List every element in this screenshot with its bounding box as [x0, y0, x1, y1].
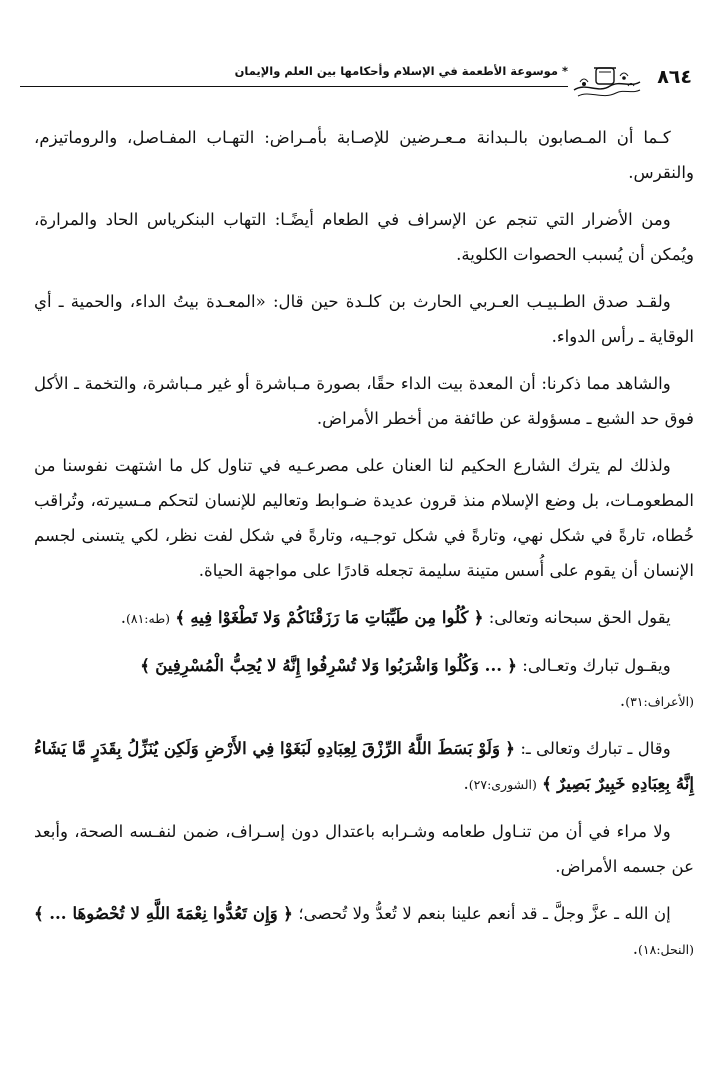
quran-quote [34, 648, 694, 719]
quran-quote [34, 731, 694, 802]
paragraph: كـما أن المـصابون بالـبدانة مـعـرضين للإصـابة بأمـراض: التهـاب المفـاصل، والروماتيزم، والنقرس. [34, 128, 694, 182]
paragraph: ولا مراء في أن من تنـاول طعامه وشـرابه باعتدال دون إسـراف، ضمن لنفـسه الصحة، وأبعد عن جسمه الأمراض. [34, 822, 694, 876]
page-number: ٨٦٤ [657, 66, 692, 88]
ornate-bracket-open: ﴿ [507, 655, 518, 675]
quote-intro: إن الله ـ عزَّ وجلَّ ـ قد أنعم علينا بنعم لا تُعدُّ ولا تُحصى؛ [298, 904, 671, 923]
end-mark: . [463, 774, 469, 793]
ornate-bracket-open: ﴿ [505, 738, 516, 758]
running-title: * موسوعة الأطعمة في الإسلام وأحكامها بين العلم والإيمان [234, 64, 568, 78]
end-mark: . [120, 608, 126, 627]
paragraph: ولذلك لم يترك الشارع الحكيم لنا العنان على مصرعـيه في تناول كل ما اشتهت نفوسنا من المطعومـات، بل وضع الإسلام منذ قرون عديدة ضـوابط وتعاليم للإنسان لتحكم مـسيرته، وتُراقب خُطاه، تارةً في شكل نهي، وتارةً في شكل توجـيه، وتارةً في شكل لفت نظر، لكي يتسنى لجسم الإنسان أن يقوم على أُسس متينة سليمة تجعله قادرًا على مواجهة الحياة. [34, 456, 694, 580]
ornate-bracket-close: ﴾ [542, 773, 552, 793]
header-rule [20, 86, 568, 87]
ornate-bracket-open: ﴿ [473, 607, 484, 627]
verse-citation: (النحل:١٨) [637, 942, 694, 957]
end-mark: . [619, 691, 626, 710]
page-header [20, 60, 692, 104]
quran-quote [34, 600, 694, 636]
paragraph: ولقـد صدق الطـبيـب العـربي الحارث بن كلـدة حين قال: «المعـدة بيتُ الداء، والحمية ـ أي الوقاية ـ رأس الدواء. [34, 292, 694, 346]
ornate-bracket-open: ﴿ [283, 903, 293, 923]
verse-citation: (الأعراف:٣١) [625, 694, 694, 709]
floral-ornament-icon [572, 60, 642, 104]
verse-text: كُلُوا مِن طَيِّبَاتِ مَا رَزَقْنَاكُمْ وَلا تَطْغَوْا فِيهِ [190, 607, 469, 627]
verse-citation: (طه:٨١) [125, 611, 171, 626]
ornate-bracket-close: ﴾ [34, 903, 44, 923]
paragraph: ومن الأضرار التي تنجم عن الإسراف في الطعام أيضًـا: التهاب البنكرياس الحاد والمرارة، ويُمكن أن يُسبب الحصوات الكلوية. [34, 210, 694, 264]
ornate-bracket-close: ﴾ [140, 655, 150, 675]
verse-text: وَلَوْ بَسَطَ اللَّهُ الرِّزْقَ لِعِبَادِهِ لَبَغَوْا فِي الأَرْضِ وَلَكِن يُنَزِّلُ بِقَدَرٍ مَّا يَشَاءُ إِنَّهُ بِعِبَادِهِ خَبِيرٌ بَصِيرٌ [34, 738, 694, 793]
quote-intro: وقال ـ تبارك وتعالى ـ: [520, 739, 671, 758]
quran-quote [34, 896, 694, 967]
page-body [34, 120, 694, 979]
ornate-bracket-close: ﴾ [175, 607, 186, 627]
quote-intro: ويقـول تبارك وتعـالى: [522, 656, 671, 675]
verse-text: ... وَكُلُوا وَاشْرَبُوا وَلا تُسْرِفُوا إِنَّهُ لا يُحِبُّ الْمُسْرِفِينَ [155, 655, 502, 675]
verse-text: وَإِن تَعُدُّوا نِعْمَةَ اللَّهِ لا تُحْصُوهَا ... [49, 903, 278, 923]
paragraph: والشاهد مما ذكرنا: أن المعدة بيت الداء حقًا، بصورة مـباشرة أو غير مـباشرة، والتخمة ـ الأكل فوق حد الشبع ـ مسؤولة عن طائفة من أخطر الأمراض. [34, 374, 694, 428]
quote-intro: يقول الحق سبحانه وتعالى: [488, 608, 671, 627]
verse-citation: (الشورى:٢٧) [468, 777, 537, 792]
end-mark: . [632, 939, 638, 958]
